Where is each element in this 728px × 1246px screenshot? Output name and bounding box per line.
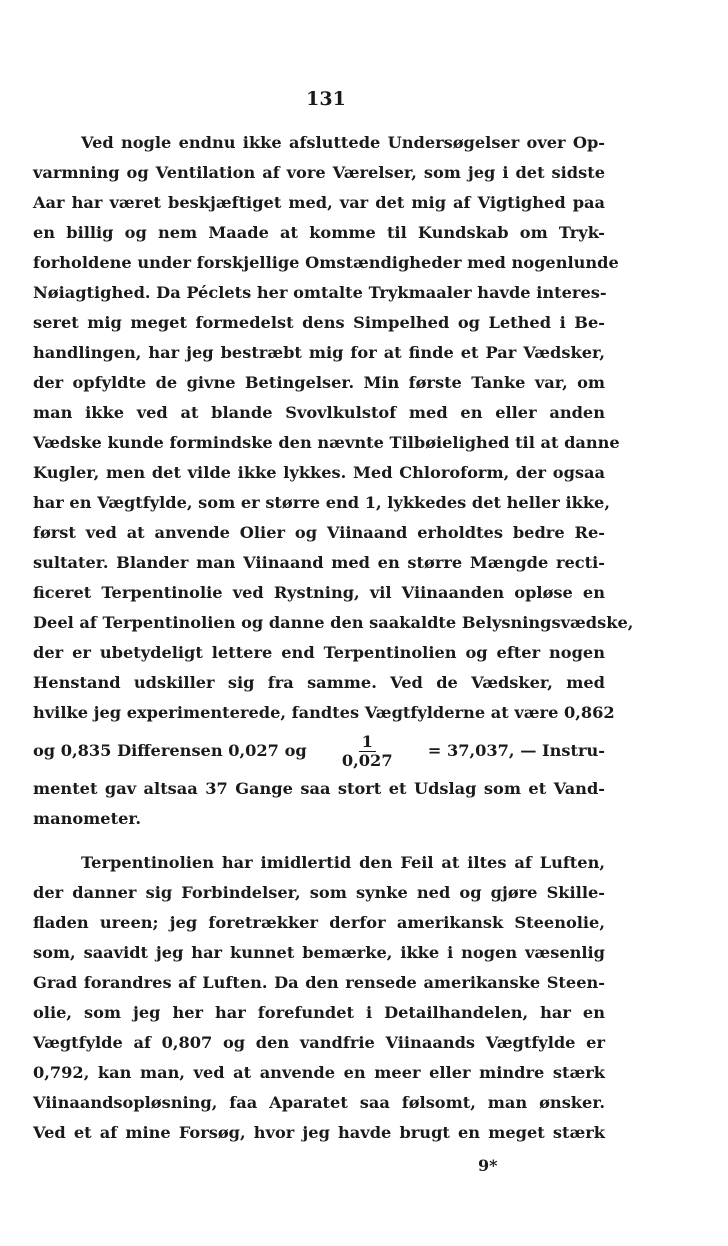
text-line: hvilke jeg experimenterede, fandtes Vægtfylderne at være 0,862 bbox=[33, 703, 615, 722]
text-line: olie, som jeg her har forefundet i Detailhandelen, har en bbox=[33, 1003, 605, 1022]
text-line: Kugler, men det vilde ikke lykkes. Med Chloroform, der ogsaa bbox=[33, 463, 605, 482]
text-line: der er ubetydeligt lettere end Terpentinolien og efter nogen bbox=[33, 643, 605, 662]
text-line: Nøiagtighed. Da Péclets her omtalte Trykmaaler havde interes- bbox=[33, 283, 607, 302]
text-line: Henstand udskiller sig fra samme. Ved de Vædsker, med bbox=[33, 673, 605, 692]
text-line: fladen ureen; jeg foretrækker derfor amerikansk Steenolie, bbox=[33, 913, 605, 932]
paragraph-2 bbox=[33, 848, 605, 1148]
formula-line bbox=[33, 728, 605, 774]
text-line: der danner sig Forbindelser, som synke ned og gjøre Skille- bbox=[33, 883, 605, 902]
text-line: Terpentinolien har imidlertid den Feil at iltes af Luften, bbox=[81, 853, 605, 872]
text-line: mentet gav altsaa 37 Gange saa stort et Udslag som et Vand- bbox=[33, 779, 605, 798]
text-line: Ved et af mine Forsøg, hvor jeg havde brugt en meget stærk bbox=[33, 1123, 605, 1142]
text-line: har en Vægtfylde, som er større end 1, lykkedes det heller ikke, bbox=[33, 493, 610, 512]
formula-text-before: og 0,835 Differensen 0,027 og bbox=[33, 741, 307, 760]
text-line: manometer. bbox=[33, 809, 142, 828]
formula-text-after: = 37,037, — Instru- bbox=[427, 741, 605, 760]
text-line: Ved nogle endnu ikke afsluttede Undersøgelser over Op- bbox=[81, 133, 605, 152]
text-line: ficeret Terpentinolie ved Rystning, vil Viinaanden opløse en bbox=[33, 583, 605, 602]
fraction-denominator: 0,027 bbox=[341, 750, 393, 770]
text-line: Vægtfylde af 0,807 og den vandfrie Viinaands Vægtfylde er bbox=[33, 1033, 605, 1052]
text-line: seret mig meget formedelst dens Simpelhed og Lethed i Be- bbox=[33, 313, 605, 332]
text-line: varmning og Ventilation af vore Værelser, som jeg i det sidste bbox=[33, 163, 605, 182]
text-line: 0,792, kan man, ved at anvende en meer eller mindre stærk bbox=[33, 1063, 605, 1082]
text-line: Vædske kunde formindske den nævnte Tilbøielighed til at danne bbox=[33, 433, 620, 452]
text-line: Viinaandsopløsning, faa Aparatet saa følsomt, man ønsker. bbox=[33, 1093, 605, 1112]
text-line: handlingen, har jeg bestræbt mig for at finde et Par Vædsker, bbox=[33, 343, 605, 362]
text-line: en billig og nem Maade at komme til Kundskab om Tryk- bbox=[33, 223, 605, 242]
text-line: man ikke ved at blande Svovlkulstof med en eller anden bbox=[33, 403, 605, 422]
text-line: som, saavidt jeg har kunnet bemærke, ikke i nogen væsenlig bbox=[33, 943, 605, 962]
page-number: 131 bbox=[306, 88, 346, 110]
text-line: der opfyldte de givne Betingelser. Min første Tanke var, om bbox=[33, 373, 605, 392]
fraction-numerator: 1 bbox=[359, 733, 376, 752]
fraction bbox=[339, 733, 396, 770]
signature-mark: 9* bbox=[478, 1156, 498, 1175]
text-line: Grad forandres af Luften. Da den rensede amerikanske Steen- bbox=[33, 973, 605, 992]
text-line: først ved at anvende Olier og Viinaand erholdtes bedre Re- bbox=[33, 523, 605, 542]
text-line: forholdene under forskjellige Omstændigheder med nogenlunde bbox=[33, 253, 619, 272]
text-line: Aar har været beskjæftiget med, var det mig af Vigtighed paa bbox=[33, 193, 605, 212]
paragraph-1 bbox=[33, 128, 634, 834]
text-line: sultater. Blander man Viinaand med en større Mængde recti- bbox=[33, 553, 605, 572]
text-line: Deel af Terpentinolien og danne den saakaldte Belysningsvædske, bbox=[33, 613, 634, 632]
